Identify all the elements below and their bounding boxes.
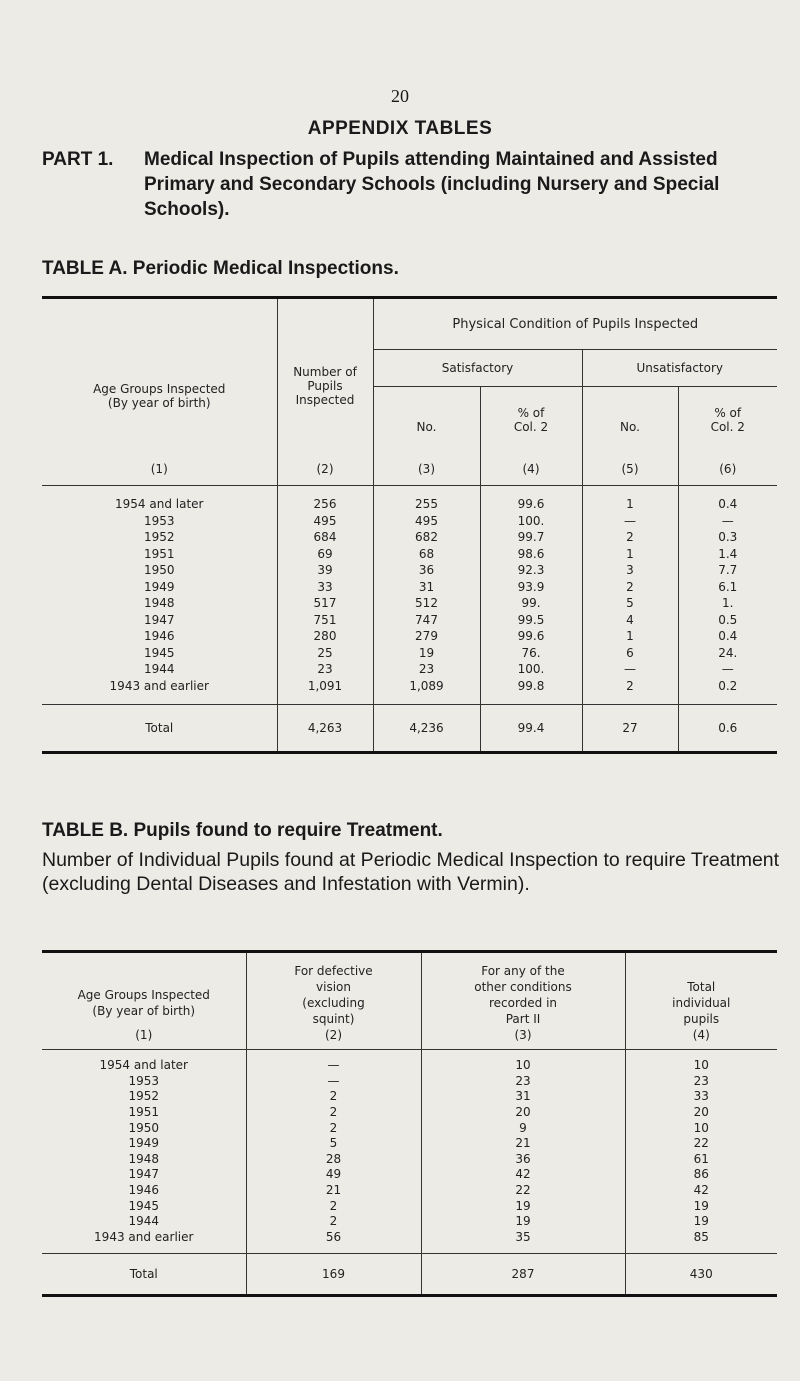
cell-age-group: 1948 xyxy=(128,1151,160,1166)
cell-sat-pct: 98.6 xyxy=(480,546,582,563)
cell-total-pupils: 10 xyxy=(625,1050,777,1074)
table-row xyxy=(42,1198,777,1214)
cell-inspected: 495 xyxy=(277,513,373,530)
cell-sat-no: 495 xyxy=(373,513,480,530)
table-row xyxy=(42,1105,777,1121)
table-row xyxy=(42,1120,777,1136)
cell-total-pupils: 61 xyxy=(625,1152,777,1168)
header-unsat-no: No. xyxy=(582,387,678,454)
table-row xyxy=(42,661,777,678)
cell-unsat-pct: 0.4 xyxy=(678,486,777,513)
part-text: Medical Inspection of Pupils attending Maintained and Assisted Primary and Secondary Schools (including Nursery and Special Schools). xyxy=(144,149,720,220)
cell-age-group: 1946 xyxy=(143,629,175,644)
table-a-total-row xyxy=(42,705,777,753)
cell-unsat-no: 1 xyxy=(582,628,678,645)
part-heading xyxy=(42,147,787,222)
cell-defective-vision: 28 xyxy=(246,1152,421,1168)
cell-other-conditions: 20 xyxy=(421,1105,625,1121)
table-a xyxy=(42,296,777,754)
header-age-groups: Age Groups Inspected (By year of birth) xyxy=(93,382,226,410)
col-num-5: (5) xyxy=(582,453,678,486)
cell-other-conditions: 23 xyxy=(421,1074,625,1090)
header-number-inspected: Number of Pupils Inspected xyxy=(277,298,373,454)
cell-age-group: 1946 xyxy=(128,1183,160,1198)
cell-age-group: 1951 xyxy=(128,1105,160,1120)
cell-other-conditions: 35 xyxy=(421,1230,625,1254)
cell-unsat-no: 1 xyxy=(582,486,678,513)
cell-inspected: 25 xyxy=(277,645,373,662)
b-total-vision: 169 xyxy=(246,1254,421,1296)
cell-sat-pct: 99.8 xyxy=(480,678,582,705)
cell-age-group: 1954 and later xyxy=(115,497,204,512)
cell-inspected: 39 xyxy=(277,562,373,579)
cell-other-conditions: 21 xyxy=(421,1136,625,1152)
cell-sat-no: 747 xyxy=(373,612,480,629)
cell-sat-pct: 99.7 xyxy=(480,529,582,546)
table-row xyxy=(42,1152,777,1168)
cell-defective-vision: 49 xyxy=(246,1167,421,1183)
header-b-total-pupils: Total individual pupils (4) xyxy=(625,952,777,1050)
cell-inspected: 1,091 xyxy=(277,678,373,705)
header-physical-condition: Physical Condition of Pupils Inspected xyxy=(373,298,777,350)
cell-unsat-no: 2 xyxy=(582,678,678,705)
col-num-1: (1) xyxy=(42,453,277,486)
table-row xyxy=(42,595,777,612)
cell-sat-no: 512 xyxy=(373,595,480,612)
table-b-total-row xyxy=(42,1254,777,1296)
cell-unsat-no: 4 xyxy=(582,612,678,629)
cell-age-group: 1954 and later xyxy=(99,1058,188,1073)
total-label: Total xyxy=(42,705,277,753)
table-row xyxy=(42,612,777,629)
cell-defective-vision: — xyxy=(246,1074,421,1090)
b-total-other: 287 xyxy=(421,1254,625,1296)
table-row xyxy=(42,1050,777,1074)
table-row xyxy=(42,529,777,546)
cell-unsat-pct: 1.4 xyxy=(678,546,777,563)
cell-unsat-no: 5 xyxy=(582,595,678,612)
total-inspected: 4,263 xyxy=(277,705,373,753)
cell-age-group: 1945 xyxy=(143,645,175,660)
table-row xyxy=(42,1230,777,1254)
total-sat-no: 4,236 xyxy=(373,705,480,753)
cell-sat-pct: 99.6 xyxy=(480,628,582,645)
cell-sat-pct: 100. xyxy=(480,661,582,678)
table-row xyxy=(42,1167,777,1183)
header-unsat-pct: % of Col. 2 xyxy=(678,387,777,454)
table-row xyxy=(42,546,777,563)
cell-total-pupils: 20 xyxy=(625,1105,777,1121)
cell-sat-no: 19 xyxy=(373,645,480,662)
cell-sat-no: 255 xyxy=(373,486,480,513)
cell-unsat-no: — xyxy=(582,661,678,678)
header-sat-pct: % of Col. 2 xyxy=(480,387,582,454)
table-row xyxy=(42,1136,777,1152)
col-num-6: (6) xyxy=(678,453,777,486)
cell-unsat-pct: — xyxy=(678,513,777,530)
cell-inspected: 751 xyxy=(277,612,373,629)
cell-sat-pct: 99.5 xyxy=(480,612,582,629)
cell-age-group: 1952 xyxy=(128,1089,160,1104)
cell-sat-pct: 99.6 xyxy=(480,486,582,513)
cell-inspected: 280 xyxy=(277,628,373,645)
cell-unsat-no: 6 xyxy=(582,645,678,662)
cell-age-group: 1943 and earlier xyxy=(94,1229,194,1244)
table-row xyxy=(42,1074,777,1090)
cell-age-group: 1944 xyxy=(143,662,175,677)
cell-other-conditions: 9 xyxy=(421,1120,625,1136)
cell-other-conditions: 19 xyxy=(421,1198,625,1214)
table-row xyxy=(42,645,777,662)
cell-defective-vision: 5 xyxy=(246,1136,421,1152)
cell-unsat-no: 1 xyxy=(582,546,678,563)
cell-defective-vision: 2 xyxy=(246,1089,421,1105)
cell-age-group: 1943 and earlier xyxy=(109,678,209,693)
table-row xyxy=(42,1089,777,1105)
cell-age-group: 1945 xyxy=(128,1198,160,1213)
cell-sat-no: 279 xyxy=(373,628,480,645)
cell-unsat-pct: — xyxy=(678,661,777,678)
header-b-age-groups: Age Groups Inspected (By year of birth) (1) xyxy=(42,952,246,1050)
cell-other-conditions: 36 xyxy=(421,1152,625,1168)
cell-age-group: 1949 xyxy=(143,579,175,594)
cell-unsat-pct: 1. xyxy=(678,595,777,612)
table-b-title: TABLE B. Pupils found to require Treatment. xyxy=(42,820,443,841)
cell-total-pupils: 42 xyxy=(625,1183,777,1199)
part-label: PART 1. xyxy=(42,149,114,170)
col-num-2: (2) xyxy=(277,453,373,486)
cell-inspected: 684 xyxy=(277,529,373,546)
cell-sat-no: 682 xyxy=(373,529,480,546)
cell-sat-pct: 76. xyxy=(480,645,582,662)
total-unsat-no: 27 xyxy=(582,705,678,753)
total-unsat-pct: 0.6 xyxy=(678,705,777,753)
table-row xyxy=(42,513,777,530)
cell-sat-pct: 92.3 xyxy=(480,562,582,579)
header-satisfactory: Satisfactory xyxy=(373,350,582,387)
b-total-label: Total xyxy=(42,1254,246,1296)
cell-other-conditions: 22 xyxy=(421,1183,625,1199)
cell-sat-pct: 99. xyxy=(480,595,582,612)
header-b-other-conditions: For any of the other conditions recorded in Part II (3) xyxy=(421,952,625,1050)
cell-unsat-pct: 24. xyxy=(678,645,777,662)
table-row xyxy=(42,678,777,705)
appendix-title: APPENDIX TABLES xyxy=(307,118,493,139)
table-a-title: TABLE A. Periodic Medical Inspections. xyxy=(42,258,399,279)
table-b-description: Number of Individual Pupils found at Periodic Medical Inspection to require Treatment (excluding Dental Diseases and Infestation with Vermin). xyxy=(42,849,780,895)
total-sat-pct: 99.4 xyxy=(480,705,582,753)
cell-age-group: 1949 xyxy=(128,1136,160,1151)
cell-unsat-pct: 0.2 xyxy=(678,678,777,705)
cell-inspected: 256 xyxy=(277,486,373,513)
cell-defective-vision: 2 xyxy=(246,1214,421,1230)
cell-age-group: 1947 xyxy=(128,1167,160,1182)
cell-total-pupils: 33 xyxy=(625,1089,777,1105)
cell-inspected: 69 xyxy=(277,546,373,563)
cell-unsat-pct: 6.1 xyxy=(678,579,777,596)
cell-defective-vision: 56 xyxy=(246,1230,421,1254)
cell-sat-no: 36 xyxy=(373,562,480,579)
cell-total-pupils: 23 xyxy=(625,1074,777,1090)
cell-sat-no: 1,089 xyxy=(373,678,480,705)
cell-unsat-no: — xyxy=(582,513,678,530)
cell-other-conditions: 31 xyxy=(421,1089,625,1105)
cell-unsat-pct: 0.3 xyxy=(678,529,777,546)
table-row xyxy=(42,1183,777,1199)
cell-total-pupils: 10 xyxy=(625,1120,777,1136)
cell-age-group: 1952 xyxy=(143,530,175,545)
cell-age-group: 1947 xyxy=(143,612,175,627)
table-row xyxy=(42,579,777,596)
cell-sat-pct: 93.9 xyxy=(480,579,582,596)
header-sat-no: No. xyxy=(373,387,480,454)
page-number: 20 xyxy=(391,86,409,106)
header-unsatisfactory: Unsatisfactory xyxy=(582,350,777,387)
cell-age-group: 1951 xyxy=(143,546,175,561)
cell-unsat-no: 2 xyxy=(582,529,678,546)
cell-inspected: 23 xyxy=(277,661,373,678)
cell-unsat-pct: 7.7 xyxy=(678,562,777,579)
cell-defective-vision: 2 xyxy=(246,1198,421,1214)
table-row xyxy=(42,486,777,513)
b-total-total: 430 xyxy=(625,1254,777,1296)
cell-defective-vision: 21 xyxy=(246,1183,421,1199)
table-b xyxy=(42,950,777,1297)
cell-sat-no: 23 xyxy=(373,661,480,678)
cell-total-pupils: 85 xyxy=(625,1230,777,1254)
header-b-defective-vision: For defective vision (excluding squint) (2) xyxy=(246,952,421,1050)
cell-total-pupils: 19 xyxy=(625,1198,777,1214)
cell-defective-vision: — xyxy=(246,1050,421,1074)
cell-sat-pct: 100. xyxy=(480,513,582,530)
cell-unsat-no: 3 xyxy=(582,562,678,579)
cell-age-group: 1953 xyxy=(128,1073,160,1088)
cell-unsat-pct: 0.4 xyxy=(678,628,777,645)
cell-inspected: 33 xyxy=(277,579,373,596)
table-row xyxy=(42,562,777,579)
cell-inspected: 517 xyxy=(277,595,373,612)
table-row xyxy=(42,628,777,645)
cell-other-conditions: 42 xyxy=(421,1167,625,1183)
cell-age-group: 1950 xyxy=(143,563,175,578)
cell-sat-no: 68 xyxy=(373,546,480,563)
table-row xyxy=(42,1214,777,1230)
cell-unsat-no: 2 xyxy=(582,579,678,596)
cell-defective-vision: 2 xyxy=(246,1120,421,1136)
cell-other-conditions: 10 xyxy=(421,1050,625,1074)
col-num-4: (4) xyxy=(480,453,582,486)
cell-age-group: 1944 xyxy=(128,1214,160,1229)
cell-total-pupils: 22 xyxy=(625,1136,777,1152)
cell-total-pupils: 19 xyxy=(625,1214,777,1230)
cell-unsat-pct: 0.5 xyxy=(678,612,777,629)
cell-other-conditions: 19 xyxy=(421,1214,625,1230)
cell-defective-vision: 2 xyxy=(246,1105,421,1121)
cell-age-group: 1948 xyxy=(143,596,175,611)
cell-age-group: 1950 xyxy=(128,1120,160,1135)
cell-sat-no: 31 xyxy=(373,579,480,596)
cell-total-pupils: 86 xyxy=(625,1167,777,1183)
cell-age-group: 1953 xyxy=(143,513,175,528)
col-num-3: (3) xyxy=(373,453,480,486)
